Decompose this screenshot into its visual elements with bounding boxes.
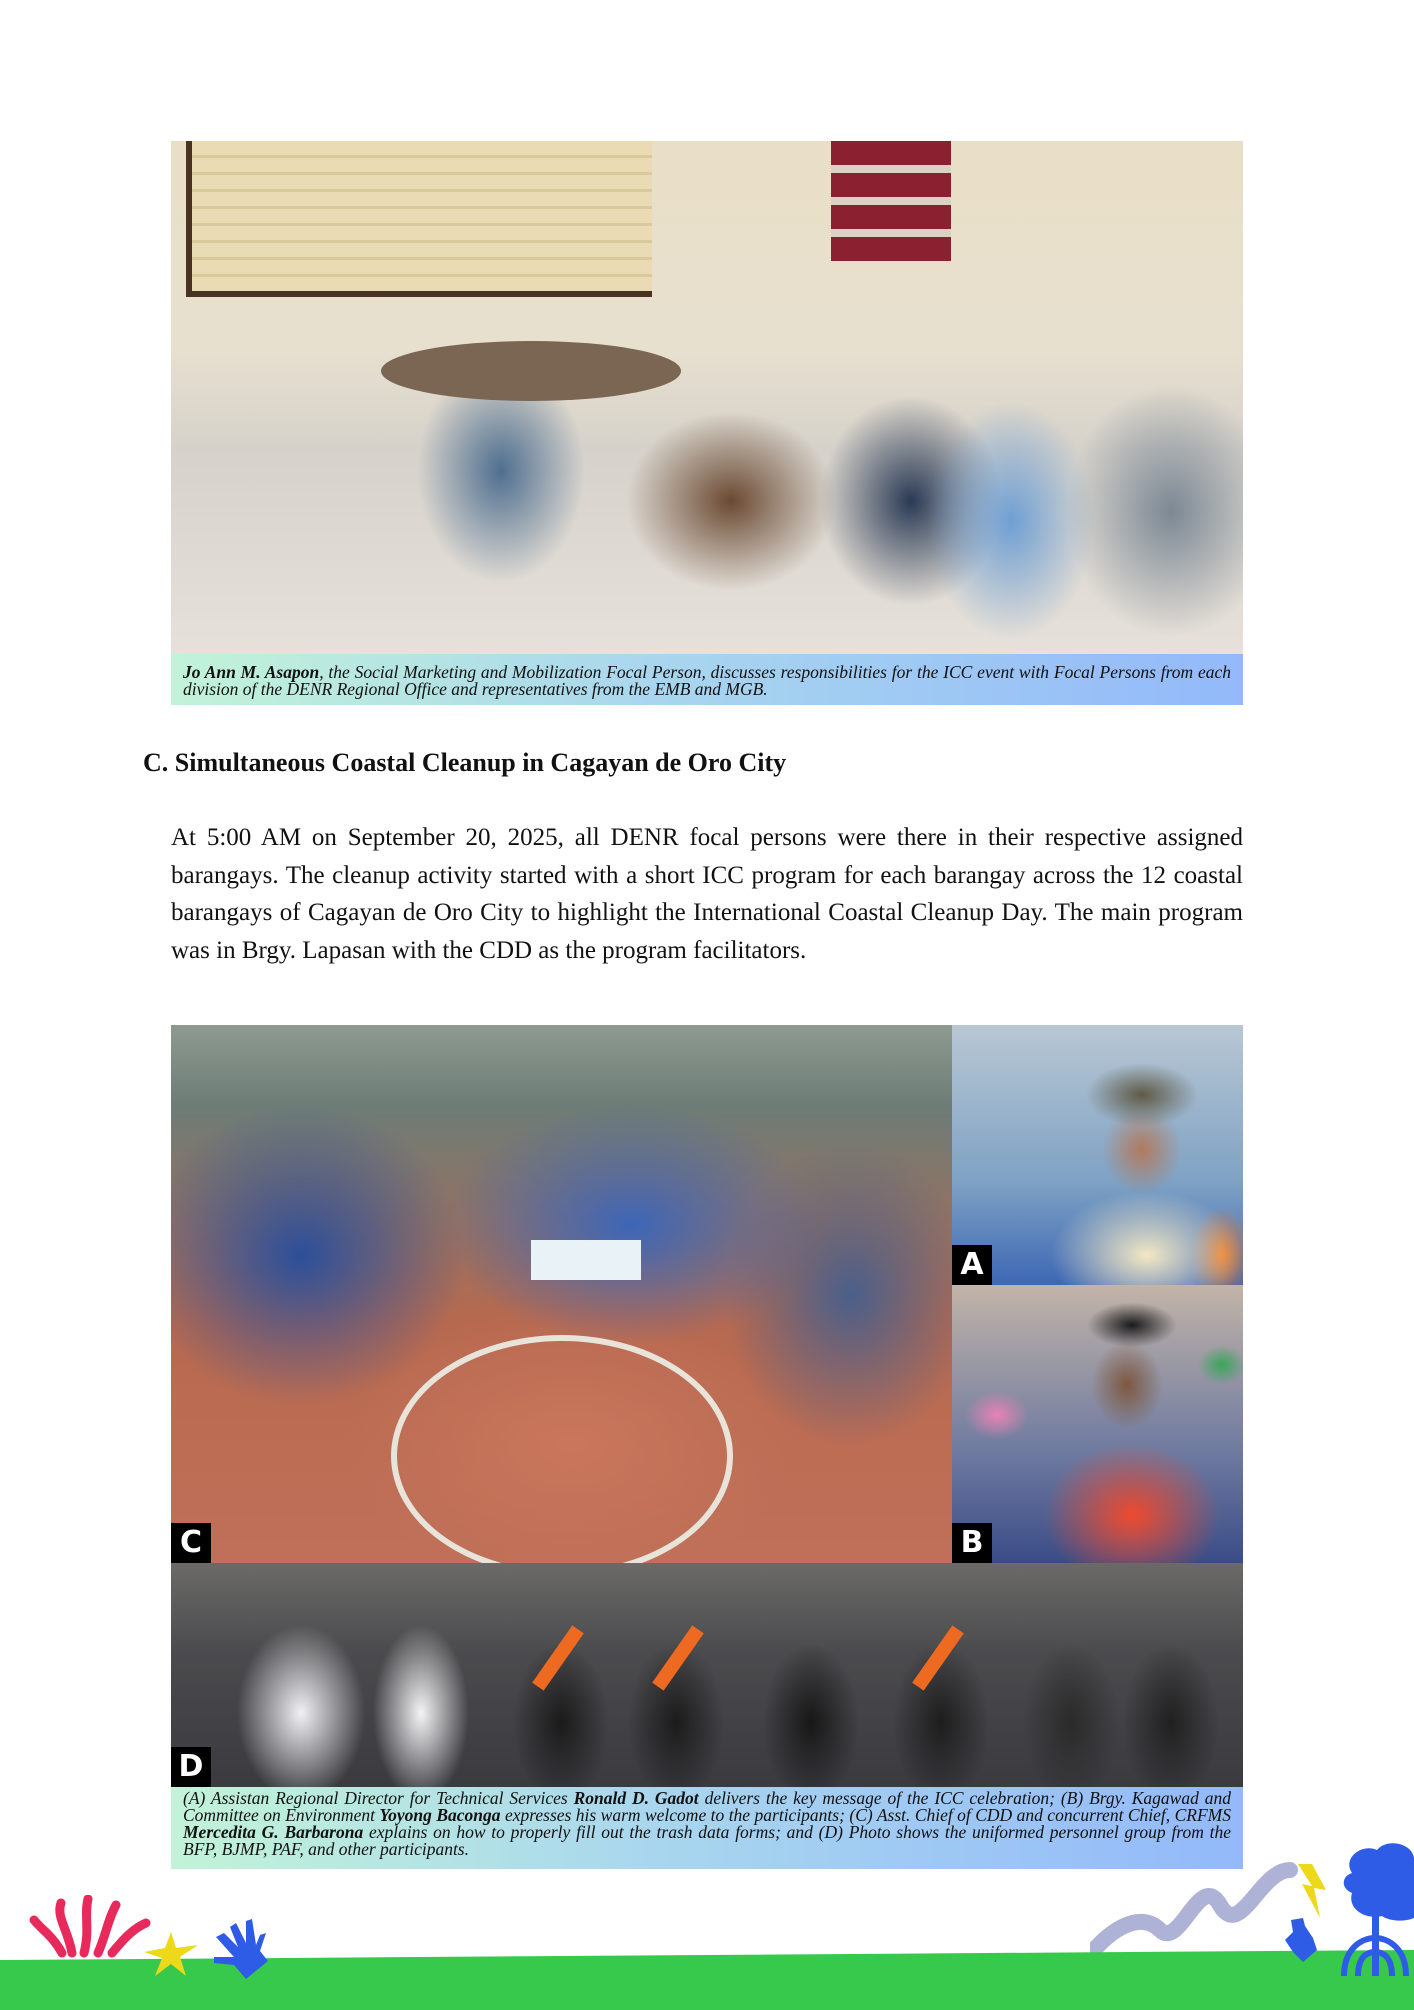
panel-label-b: B xyxy=(952,1523,992,1563)
meeting-photo xyxy=(171,141,1243,654)
caption-name-baconga: Yoyong Baconga xyxy=(379,1805,501,1825)
court-circle xyxy=(391,1335,733,1563)
caption-text: (A) Assistan Regional Director for Technical Services xyxy=(183,1788,574,1808)
caption-text: expresses his warm welcome to the participants; (C) Asst. Chief of CDD and concurrent Chief, CRFMS xyxy=(500,1805,1231,1825)
caption-text: explains on how to properly fill out the trash data forms; and (D) Photo shows the uniformed personnel group from the BFP, BJMP, PAF, and other participants. xyxy=(183,1822,1231,1859)
photo-panel-d xyxy=(171,1563,1243,1787)
panel-label-a: A xyxy=(952,1245,992,1285)
photo-panel-b xyxy=(952,1285,1243,1563)
bottle-icon xyxy=(1283,1918,1319,1964)
window-blinds xyxy=(186,141,652,297)
body-paragraph: At 5:00 AM on September 20, 2025, all DENR focal persons were there in their respective assigned barangays. The cleanup activity started with a short ICC program for each barangay across the 12 coastal barangays of Cagayan de Oro City to highlight the International Coastal Cleanup Day. The main program was in Brgy. Lapasan with the CDD as the program facilitators. xyxy=(171,824,1243,964)
caption-text: delivers the key message of the ICC celebration; (B) Brgy. Kagawad and Committee on Environment xyxy=(183,1788,1231,1825)
uniform-stripe xyxy=(912,1625,964,1690)
uniform-stripe xyxy=(532,1625,584,1690)
panel-label-c: C xyxy=(171,1523,211,1563)
section-heading: C. Simultaneous Coastal Cleanup in Cagayan de Oro City xyxy=(143,748,787,777)
uniform-stripe xyxy=(652,1625,704,1690)
coral-icon xyxy=(28,1895,158,1960)
shelf xyxy=(831,141,951,261)
lightning-icon xyxy=(1296,1862,1328,1920)
caption-name-gadot: Ronald D. Gadot xyxy=(573,1788,699,1808)
caption-name-barbarona: Mercedita G. Barbarona xyxy=(183,1822,364,1842)
starfish-icon xyxy=(142,1930,200,1978)
banner xyxy=(531,1240,641,1280)
collage-caption xyxy=(171,1787,1243,1869)
caption-text: , the Social Marketing and Mobilization Focal Person, discusses responsibilities for the ICC event with Focal Persons from each division of the DENR Regional Office and representatives from the EMB and MGB. xyxy=(183,662,1231,699)
panel-label-d: D xyxy=(171,1747,211,1787)
photo-panel-c xyxy=(171,1025,952,1563)
caption-name-asapon: Jo Ann M. Asapon xyxy=(183,662,320,682)
hand-icon xyxy=(212,1915,270,1981)
round-table xyxy=(381,341,681,401)
mangrove-tree-icon xyxy=(1332,1838,1414,1976)
meeting-photo-caption xyxy=(171,654,1243,705)
photo-panel-a xyxy=(952,1025,1243,1285)
